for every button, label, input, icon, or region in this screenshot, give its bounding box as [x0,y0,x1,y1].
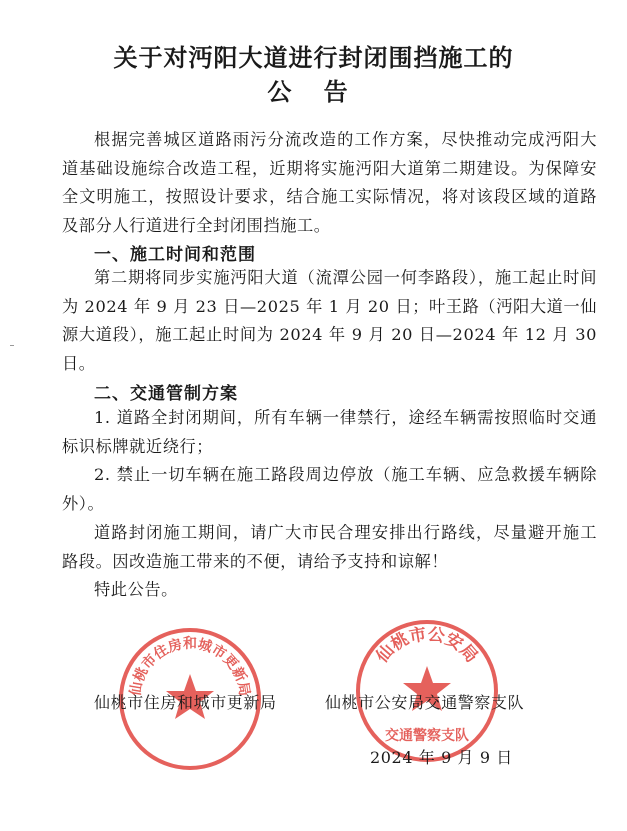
margin-mark [10,345,14,346]
section1-heading: 一、施工时间和范围 [94,245,256,265]
signature-left: 仙桃市住房和城市更新局 [94,693,277,712]
section2-item2: 2. 禁止一切车辆在施工路段周边停放（施工车辆、应急救援车辆除外）。 [62,465,597,513]
right-seal-bottom-text: 交通警察支队 [385,728,469,744]
section2-item1: 1. 道路全封闭期间，所有车辆一律禁行，途经车辆需按照临时交通标识标牌就近绕行； [62,408,597,456]
notice-title-sub: 公 告 [267,78,360,106]
section1-body: 第二期将同步实施沔阳大道（流潭公园一何李路段），施工起止时间为 2024 年 9 月 23 日—2025 年 1 月 20 日；叶王路（沔阳大道一仙源大道段），施工起止时间为 2024 年 9 月 20 日—2024 年 12 月 30 日。 [62,268,597,373]
left-seal-text: 仙桃市住房和城市更新局 [127,636,253,698]
signature-right: 仙桃市公安局交通警察支队 [325,693,525,712]
notice-title: 关于对沔阳大道进行封闭围挡施工的 [113,44,514,72]
section2-heading: 二、交通管制方案 [94,384,238,404]
right-seal-text: 仙桃市公安局 [372,624,482,667]
closing-paragraph: 道路封闭施工期间，请广大市民合理安排出行路线，尽量避开施工路段。因改造施工带来的不便，请给予支持和谅解！ [62,523,597,571]
notice-date: 2024 年 9 月 9 日 [370,748,513,767]
intro-paragraph: 根据完善城区道路雨污分流改造的工作方案，尽快推动完成沔阳大道基础设施综合改造工程，近期将实施沔阳大道第二期建设。为保障安全文明施工，按照设计要求，结合施工实际情况，将对该段区域的道路及部分人行道进行全封闭围挡施工。 [62,130,597,235]
notice-end: 特此公告。 [94,580,178,599]
